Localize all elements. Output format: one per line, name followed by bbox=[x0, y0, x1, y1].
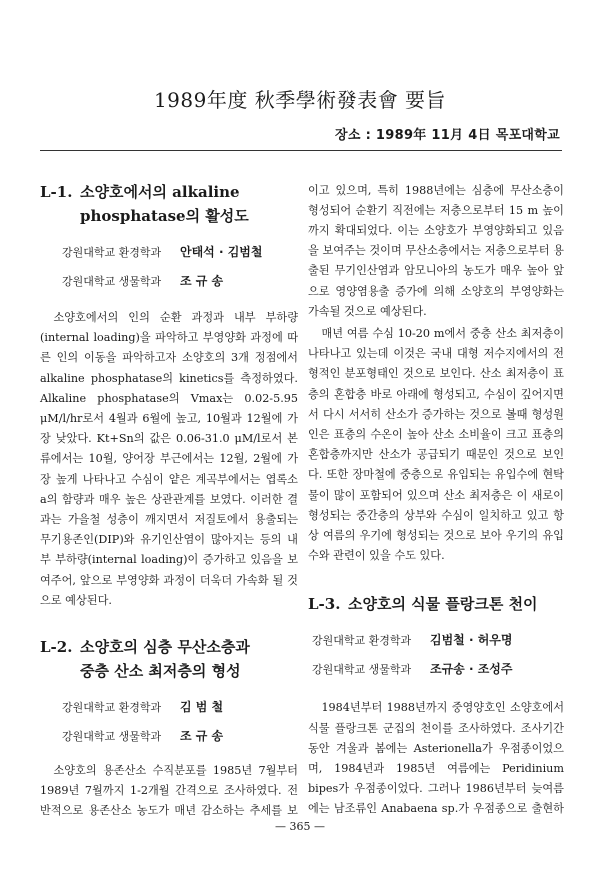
author-name: 조 규 송 bbox=[180, 274, 224, 288]
author-institution: 강원대학교 생물학과 bbox=[312, 663, 412, 677]
section-title-l2 bbox=[40, 635, 298, 683]
author-name: 조 규 송 bbox=[180, 729, 224, 744]
author-line bbox=[308, 659, 564, 680]
abstract-body bbox=[308, 698, 564, 822]
section-title-l1 bbox=[40, 180, 298, 228]
author-institution: 강원대학교 생물학과 bbox=[62, 730, 162, 744]
abstract-body bbox=[40, 308, 298, 611]
author-line bbox=[308, 630, 564, 651]
author-name: 조규송 · 조성주 bbox=[430, 662, 513, 677]
author-name: 안태석 · 김범철 bbox=[180, 245, 263, 259]
author-line bbox=[40, 271, 298, 292]
section-title-line1: 소양호에서의 alkaline bbox=[80, 183, 240, 201]
paragraph: 이고 있으며, 특히 1988년에는 심층에 무산소층이 형성되어 순환기 직전에는 저층으로부터 15 m 높이까지 확대되었다. 이는 소양호가 부영양화되고 있음을 보여주는 것이며 무산소층에서는 저층으로부터 용출된 무기인산염과 암모니아의 농도가 매우 높아 앞으로 영양염용출 증가에 의해 소양호의 부영양화는 가속될 것으로 예상된다. bbox=[308, 183, 564, 318]
left-column bbox=[40, 180, 298, 825]
header-rule bbox=[40, 150, 562, 151]
right-column bbox=[308, 180, 564, 822]
abstract-body-start bbox=[40, 761, 298, 825]
author-line bbox=[40, 242, 298, 263]
section-title-line2: 중층 산소 최저층의 형성 bbox=[80, 662, 241, 681]
section-number: L-1. bbox=[40, 183, 73, 201]
page-title: 1989年度 秋季學術發表會 要旨 bbox=[153, 88, 447, 112]
author-institution: 강원대학교 환경학과 bbox=[62, 246, 162, 259]
author-line bbox=[40, 697, 298, 718]
page-number: — 365 — bbox=[275, 820, 325, 833]
paragraph: 소양호에서의 인의 순환 과정과 내부 부하량(internal loading)을 파악하고 부영양화 과정에 따른 인의 이동을 파악하고자 소양호의 3개 정점에서 alkaline phosphatase의 kinetics를 측정하였다. Alkaline phosphatase의 Vmax는 0.02-5.95 μM/l/hr로서 4월과 6월에 높고, 10월과 12월에 가장 낮았다. Kt+Sn의 값은 0.06-31.0 μM/l로서 본류에서는 10월, 양어장 부근에서는 12월, 2월에 가장 높게 나타나고 수심이 얕은 계곡부에서는 엽록소 a의 함량과 매우 높은 상관관계를 보였다. 이러한 결과는 가을철 성층이 깨지면서 저질토에서 용출되는 무기용존인(DIP)와 유기인산염이 많아지는 등의 내부 부하량(internal loading)이 증가하고 있음을 보여주어, 앞으로 부영양화 과정이 더욱더 가속화 될 것으로 예상된다. bbox=[40, 311, 298, 607]
abstract-body-continued bbox=[308, 180, 564, 321]
paragraph: 1984년부터 1988년까지 중영양호인 소양호에서 식물 플랑크톤 군집의 천이를 조사하였다. 조사기간동안 겨울과 봄에는 Asterionella가 우점종이었으며, 1984년과 1985년 여름에는 Peridinium bipes가 우점종이었다. 그러나 1986년부터 늦여름에는 남조류인 Anabaena sp.가 우점종으로 출현하 bbox=[308, 701, 564, 816]
section-title-line2: phosphatase의 활성도 bbox=[80, 207, 249, 225]
abstract-body-2 bbox=[308, 324, 564, 566]
author-name: 김범철 · 허우명 bbox=[430, 633, 513, 648]
paragraph: 소양호의 용존산소 수직분포를 1985년 7월부터 1989년 7월까지 1-2개월 간격으로 조사하였다. 전반적으로 용존산소 농도가 매년 감소하는 추세를 보 bbox=[40, 764, 298, 818]
paragraph: 매년 여름 수심 10-20 m에서 중층 산소 최저층이 나타나고 있는데 이것은 국내 대형 저수지에서의 전형적인 분포형태인 것으로 보인다. 산소 최저층이 표층의 혼합층 바로 아래에 형성되고, 수심이 깊어지면서 다시 서서히 산소가 증가하는 것으로 볼때 형성원인은 표층의 수온이 높아 산소 소비율이 크고 표층의 혼합층까지만 산소가 공급되기 때문인 것으로 보인다. 또한 장마철에 중층으로 유입되는 유입수에 현탁물이 많이 포함되어 있으며 산소 최저층은 이 새로이 형성되는 중간층의 상부와 수심이 일치하고 있고 항상 여름의 우기에 형성되는 것으로 보아 우기의 유입수와 관련이 있을 수도 있다. bbox=[308, 327, 564, 563]
author-name: 김 범 철 bbox=[180, 700, 224, 715]
section-title-line1: 소양호의 심층 무산소층과 bbox=[80, 638, 250, 657]
section-number: L-2. bbox=[40, 638, 73, 657]
author-institution: 강원대학교 환경학과 bbox=[312, 634, 412, 648]
section-title-line1: 소양호의 식물 플랑크톤 천이 bbox=[348, 595, 538, 614]
author-institution: 강원대학교 생물학과 bbox=[62, 275, 162, 288]
author-institution: 강원대학교 환경학과 bbox=[62, 701, 162, 715]
section-title-l3 bbox=[308, 592, 564, 616]
venue-line: 장소 : 1989年 11月 4日 목포대학교 bbox=[335, 128, 560, 143]
author-line bbox=[40, 726, 298, 747]
section-number: L-3. bbox=[308, 595, 341, 614]
